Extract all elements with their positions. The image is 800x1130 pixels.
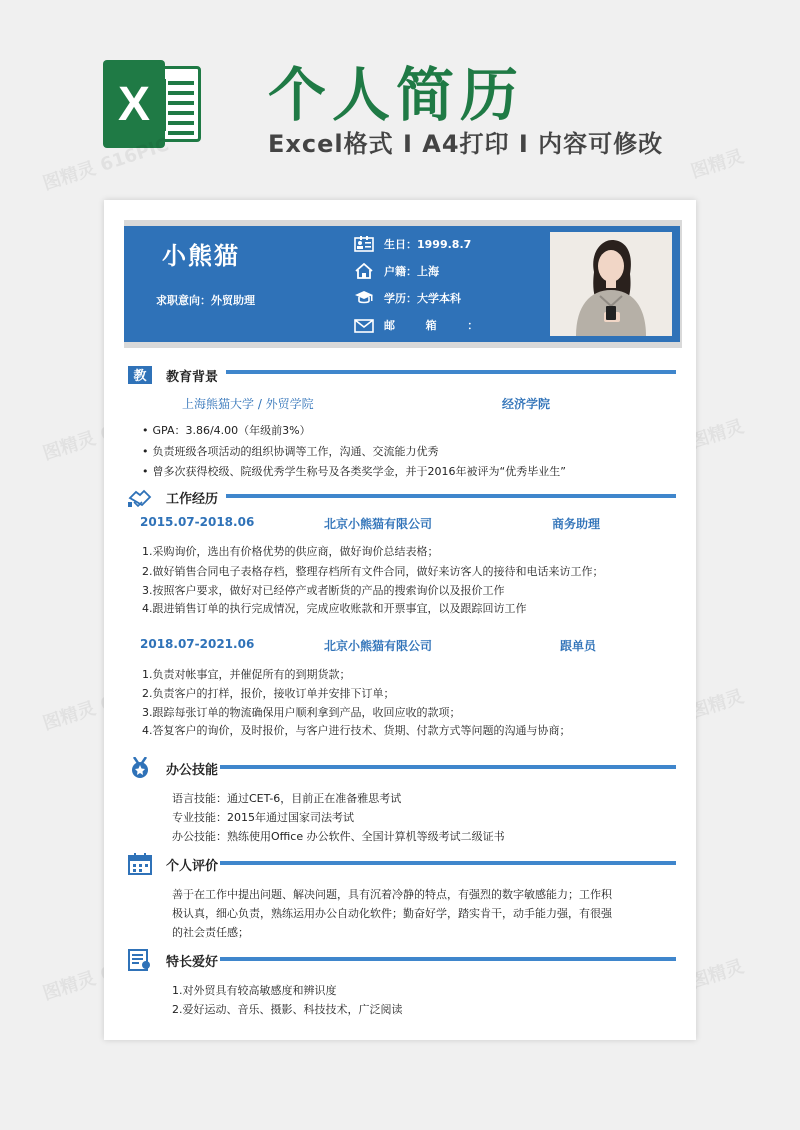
hometown-text: 户籍：上海: [384, 265, 439, 278]
watermark: 图精灵: [40, 427, 99, 465]
candidate-name: 小熊猫: [162, 242, 240, 270]
job-company: 北京小熊猫有限公司: [324, 517, 433, 531]
info-education: [354, 290, 461, 306]
id-card-icon: [354, 236, 374, 252]
section-education: [128, 364, 218, 386]
job-item: 4.答复客户的询价，及时报价，与客户进行技术、货期、付款方式等问题的沟通与协商；: [142, 724, 571, 737]
watermark: 图精灵: [688, 956, 747, 993]
birth-text: 生日：1999.8.7: [384, 238, 472, 251]
skill-item: 办公技能：熟练使用Office 办公软件、全国计算机等级考试二级证书: [172, 830, 505, 843]
profile-photo: [550, 232, 672, 336]
hobby-item: 1.对外贸具有较高敏感度和辨识度: [172, 984, 337, 997]
section-rule: [220, 861, 676, 865]
job-item: 4.跟进销售订单的执行完成情况，完成应收账款和开票事宜，以及跟踪回访工作: [142, 602, 527, 615]
job-intent-label: 求职意向：: [156, 294, 211, 307]
section-skills: [128, 757, 218, 779]
watermark: 图精灵: [688, 686, 747, 723]
profile-header: [124, 226, 680, 342]
skill-item: 语言技能：通过CET-6，目前正在准备雅思考试: [172, 792, 402, 805]
job-intent-value: 外贸助理: [211, 294, 255, 307]
page-subtitle: Excel格式 I A4打印 I 内容可修改: [268, 130, 664, 158]
watermark: 图精灵: [688, 146, 747, 183]
job-item: 1.负责对帐事宜，并催促所有的到期货款；: [142, 668, 351, 681]
info-hometown: [354, 263, 439, 279]
graduation-cap-icon: [354, 290, 374, 306]
medal-icon: [128, 757, 152, 779]
hobby-item: 2.爱好运动、音乐、摄影、科技技术，广泛阅读: [172, 1003, 403, 1016]
education-item: • 负责班级各项活动的组织协调等工作，沟通、交流能力优秀: [142, 443, 439, 459]
job-company: 北京小熊猫有限公司: [324, 639, 433, 653]
mail-icon: [354, 317, 374, 333]
education-item: • GPA：3.86/4.00（年级前3%）: [142, 422, 311, 438]
job-period: 2018.07-2021.06: [140, 637, 255, 651]
job-role: 商务助理: [552, 517, 601, 531]
education-icon: [128, 364, 152, 386]
education-item: • 曾多次获得校级、院级优秀学生称号及各类奖学金，并于2016年被评为“优秀毕业生”: [142, 463, 566, 479]
email-label: 邮 箱 ：: [384, 319, 479, 332]
calendar-icon: [128, 853, 152, 875]
watermark: 图精灵: [40, 697, 99, 735]
watermark: 图精灵: [688, 416, 747, 453]
section-rule: [226, 370, 676, 374]
section-rule: [226, 494, 676, 498]
excel-letter: X: [103, 60, 165, 148]
education-text: 学历：大学本科: [384, 292, 461, 305]
evaluation-line: 的社会责任感；: [172, 926, 249, 939]
job-period: 2015.07-2018.06: [140, 515, 255, 529]
svg-text:教: 教: [133, 369, 147, 384]
banner: [0, 0, 800, 190]
section-evaluation: [128, 853, 218, 875]
info-birth: [354, 236, 471, 252]
evaluation-line: 极认真，细心负责，熟练运用办公自动化软件；勤奋好学，踏实肯干，动手能力强，有很强: [172, 907, 612, 920]
certificate-icon: [128, 949, 152, 971]
job-item: 3.跟踪每张订单的物流确保用户顺利拿到产品，收回应收的款项；: [142, 706, 461, 719]
job-item: 2.负责客户的打样，报价，接收订单并安排下订单；: [142, 687, 395, 700]
home-icon: [354, 263, 374, 279]
section-title: 办公技能: [166, 762, 219, 778]
job-item: 3.按照客户要求，做好对已经停产或者断货的产品的搜索询价以及报价工作: [142, 584, 505, 597]
info-email: [354, 317, 478, 333]
page-title: 个人简历: [268, 61, 525, 129]
excel-icon: [103, 60, 203, 148]
section-title: 工作经历: [166, 491, 219, 507]
evaluation-line: 善于在工作中提出问题、解决问题，具有沉着冷静的特点，有强烈的数字敏感能力；工作积: [172, 888, 612, 901]
watermark: 图精灵: [40, 967, 99, 1005]
section-rule: [220, 765, 676, 769]
job-role: 跟单员: [560, 639, 597, 653]
watermark: 图精灵 616PIC: [40, 134, 172, 195]
job-item: 1.采购询价，选出有价格优势的供应商，做好询价总结表格；: [142, 545, 439, 558]
section-title: 教育背景: [166, 369, 219, 385]
handshake-icon: [128, 486, 152, 508]
school-name: 上海熊猫大学 / 外贸学院: [182, 397, 314, 411]
section-work: [128, 486, 218, 508]
skill-item: 专业技能：2015年通过国家司法考试: [172, 811, 354, 824]
section-title: 特长爱好: [166, 954, 219, 970]
section-title: 个人评价: [166, 858, 219, 874]
job-intent: [156, 292, 255, 308]
resume-paper: [104, 200, 696, 1040]
job-item: 2.做好销售合同电子表格存档，整理存档所有文件合同，做好来访客人的接待和电话来访工作；: [142, 565, 604, 578]
section-rule: [220, 957, 676, 961]
section-hobbies: [128, 949, 218, 971]
major-name: 经济学院: [502, 397, 551, 411]
